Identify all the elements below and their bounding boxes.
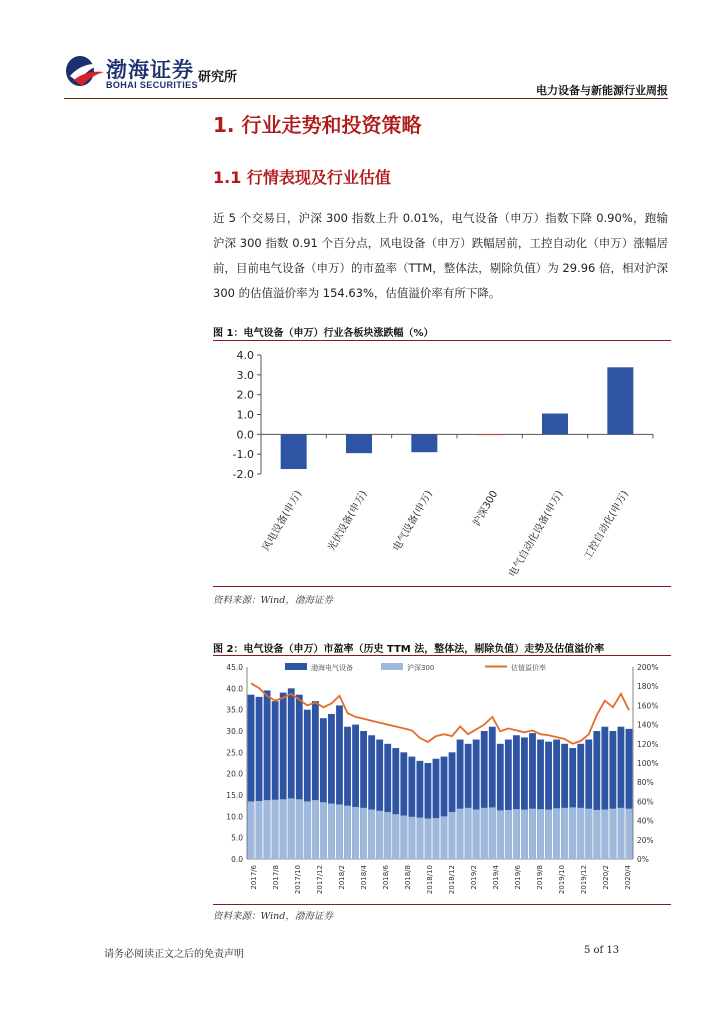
fig1-category-label: 风电设备(申万): [260, 489, 305, 554]
figure1-bottom-rule: [213, 586, 671, 587]
fig2-right-tick-label: 60%: [637, 797, 654, 807]
fig2-x-tick-label: 2017/8: [272, 865, 280, 890]
section-heading: 1. 行业走势和投资策略: [213, 113, 422, 137]
fig2-hs300-bar: [248, 801, 255, 859]
fig2-right-tick-label: 0%: [637, 855, 649, 864]
fig2-right-tick-label: 200%: [637, 663, 659, 672]
fig2-hs300-bar: [360, 808, 367, 859]
figure1-source: 资料来源：Wind，渤海证券: [213, 595, 333, 606]
fig2-hs300-bar: [312, 800, 319, 859]
fig1-y-tick-label: 2.0: [236, 388, 254, 402]
fig2-x-tick-label: 2018/10: [426, 865, 434, 895]
fig2-hs300-bar: [473, 810, 480, 859]
fig1-y-tick-label: 4.0: [236, 349, 254, 362]
figure1-bar-chart: [213, 343, 671, 583]
fig1-y-tick-label: -1.0: [232, 448, 254, 462]
fig2-hs300-bar: [433, 818, 440, 859]
fig2-right-tick-label: 120%: [637, 739, 659, 749]
fig2-hs300-bar: [618, 808, 625, 859]
page-number: 5 of 13: [584, 945, 620, 956]
figure1-title: 图 1：电气设备（申万）行业各板块涨跌幅（%）: [213, 328, 434, 339]
fig1-bar: [281, 434, 307, 469]
fig2-hs300-bar: [264, 800, 271, 859]
report-name: 电力设备与新能源行业周报: [536, 84, 668, 97]
fig2-legend-label: 渤海电气设备: [311, 664, 353, 672]
fig2-left-tick-label: 0.0: [231, 855, 243, 864]
fig1-category-label: 电气设备(申万): [391, 489, 435, 554]
footer-disclaimer: 请务必阅读正文之后的免责声明: [104, 949, 244, 960]
fig2-x-tick-label: 2020/4: [624, 865, 632, 890]
figure2-source: 资料来源：Wind，渤海证券: [213, 911, 333, 922]
fig2-hs300-bar: [449, 812, 456, 859]
fig2-legend-swatch-hs300: [381, 663, 403, 670]
fig2-hs300-bar: [569, 807, 576, 859]
fig1-bar: [542, 414, 568, 435]
fig2-hs300-bar: [344, 806, 351, 859]
header-divider: [64, 98, 668, 99]
fig2-hs300-bar: [481, 808, 488, 859]
fig2-legend-swatch-sector: [285, 663, 307, 670]
fig2-x-tick-label: 2018/12: [448, 865, 456, 895]
fig2-right-tick-label: 40%: [637, 816, 654, 826]
fig2-hs300-bar: [457, 809, 464, 859]
fig2-x-tick-label: 2017/10: [294, 865, 302, 895]
fig2-x-tick-label: 2019/4: [492, 865, 500, 890]
fig2-x-tick-label: 2019/10: [558, 865, 566, 895]
figure2-bottom-rule: [213, 904, 671, 905]
fig1-bar: [346, 434, 372, 453]
fig2-hs300-bar: [288, 798, 295, 859]
fig1-y-tick-label: 3.0: [236, 368, 254, 382]
fig2-left-tick-label: 15.0: [226, 791, 243, 800]
fig2-hs300-bar: [609, 809, 616, 859]
fig1-y-tick-label: -2.0: [232, 468, 254, 481]
fig2-hs300-bar: [384, 812, 391, 859]
fig2-hs300-bar: [392, 814, 399, 859]
fig2-hs300-bar: [593, 810, 600, 859]
fig2-left-tick-label: 40.0: [226, 684, 243, 694]
fig2-hs300-bar: [537, 809, 544, 859]
fig2-hs300-bar: [441, 816, 448, 859]
bohai-logo-icon: [64, 52, 104, 90]
fig1-category-label: 电气自动化设备(申万): [507, 489, 566, 580]
fig2-right-tick-label: 180%: [637, 682, 659, 692]
figure2-title: 图 2：电气设备（申万）市盈率（历史 TTM 法，整体法，剔除负值）走势及估值溢价率: [213, 644, 605, 655]
department-name: 研究所: [198, 70, 238, 85]
fig2-left-tick-label: 10.0: [226, 812, 243, 822]
fig2-right-tick-label: 140%: [637, 720, 659, 730]
fig1-bar: [607, 367, 633, 434]
figure1-top-rule: [213, 340, 671, 341]
fig2-left-tick-label: 30.0: [226, 727, 243, 736]
fig2-hs300-bar: [320, 802, 327, 859]
fig2-left-tick-label: 25.0: [226, 748, 243, 758]
figure2-combo-chart: [213, 657, 671, 902]
fig2-hs300-bar: [376, 811, 383, 859]
figure2-top-rule: [213, 655, 671, 656]
fig2-hs300-bar: [529, 809, 536, 859]
fig2-right-tick-label: 80%: [637, 778, 654, 788]
fig2-x-tick-label: 2018/4: [360, 865, 368, 890]
fig2-hs300-bar: [256, 801, 263, 859]
fig2-x-tick-label: 2018/2: [338, 865, 346, 890]
logo-chinese-name: 渤海证券: [106, 57, 194, 82]
fig2-hs300-bar: [521, 810, 528, 859]
fig2-left-tick-label: 45.0: [226, 663, 243, 672]
fig1-category-label: 工控自动化(申万): [582, 489, 631, 562]
fig2-hs300-bar: [368, 810, 375, 859]
fig2-x-tick-label: 2018/8: [404, 865, 412, 890]
fig2-x-tick-label: 2019/12: [580, 865, 588, 895]
fig2-hs300-bar: [352, 807, 359, 859]
fig2-left-tick-label: 35.0: [226, 705, 243, 715]
fig2-hs300-bar: [336, 804, 343, 859]
fig2-x-tick-label: 2017/12: [316, 865, 324, 895]
fig2-left-tick-label: 5.0: [231, 833, 243, 843]
fig2-hs300-bar: [416, 818, 423, 859]
body-paragraph: 近 5 个交易日，沪深 300 指数上升 0.01%，电气设备（申万）指数下降 0.90%，跑输沪深 300 指数 0.91 个百分点，风电设备（申万）跌幅居前，工控自动化（申万）涨幅居前，目前电气设备（申万）的市盈率（TTM，整体法，剔除负值）为 29.96 倍，相对沪深 300 的估值溢价率为 154.63%，估值溢价率有所下降。: [213, 211, 668, 300]
fig2-x-tick-label: 2019/8: [536, 865, 544, 890]
fig2-hs300-bar: [553, 808, 560, 859]
fig2-hs300-bar: [513, 809, 520, 859]
fig2-hs300-bar: [304, 801, 311, 859]
logo-english-name: BOHAI SECURITIES: [106, 80, 198, 90]
fig2-hs300-bar: [601, 810, 608, 859]
fig2-legend-label: 估值溢价率: [511, 664, 546, 672]
fig2-hs300-bar: [408, 817, 415, 859]
fig2-hs300-bar: [400, 815, 407, 859]
fig2-x-tick-label: 2020/2: [602, 865, 610, 890]
fig1-y-tick-label: 1.0: [236, 408, 254, 422]
fig2-hs300-bar: [585, 809, 592, 859]
fig2-hs300-bar: [497, 810, 504, 859]
fig2-x-tick-label: 2019/2: [470, 865, 478, 890]
fig2-hs300-bar: [280, 799, 287, 859]
fig2-hs300-bar: [545, 810, 552, 859]
fig1-bar: [411, 434, 437, 452]
fig2-hs300-bar: [296, 799, 303, 859]
fig2-right-tick-label: 160%: [637, 701, 659, 711]
fig2-hs300-bar: [328, 804, 335, 859]
fig1-bar: [477, 434, 503, 435]
fig2-hs300-bar: [425, 818, 432, 859]
fig2-left-tick-label: 20.0: [226, 769, 243, 779]
fig2-hs300-bar: [465, 808, 472, 859]
fig1-y-tick-label: 0.0: [236, 428, 254, 442]
subsection-heading: 1.1 行情表现及行业估值: [213, 168, 391, 187]
fig2-x-tick-label: 2019/6: [514, 865, 522, 890]
fig2-hs300-bar: [577, 808, 584, 859]
fig1-category-label: 沪深300: [471, 489, 501, 529]
fig2-hs300-bar: [505, 810, 512, 859]
fig2-hs300-bar: [561, 808, 568, 859]
fig2-hs300-bar: [489, 807, 496, 859]
fig2-legend-label: 沪深300: [407, 664, 435, 672]
fig2-hs300-bar: [626, 809, 633, 859]
fig1-category-label: 光伏设备(申万): [326, 489, 370, 554]
fig2-x-tick-label: 2017/6: [250, 865, 258, 890]
fig2-x-tick-label: 2018/6: [382, 865, 390, 890]
fig2-right-tick-label: 100%: [637, 759, 659, 768]
fig2-hs300-bar: [272, 800, 279, 859]
fig2-right-tick-label: 20%: [637, 835, 654, 845]
